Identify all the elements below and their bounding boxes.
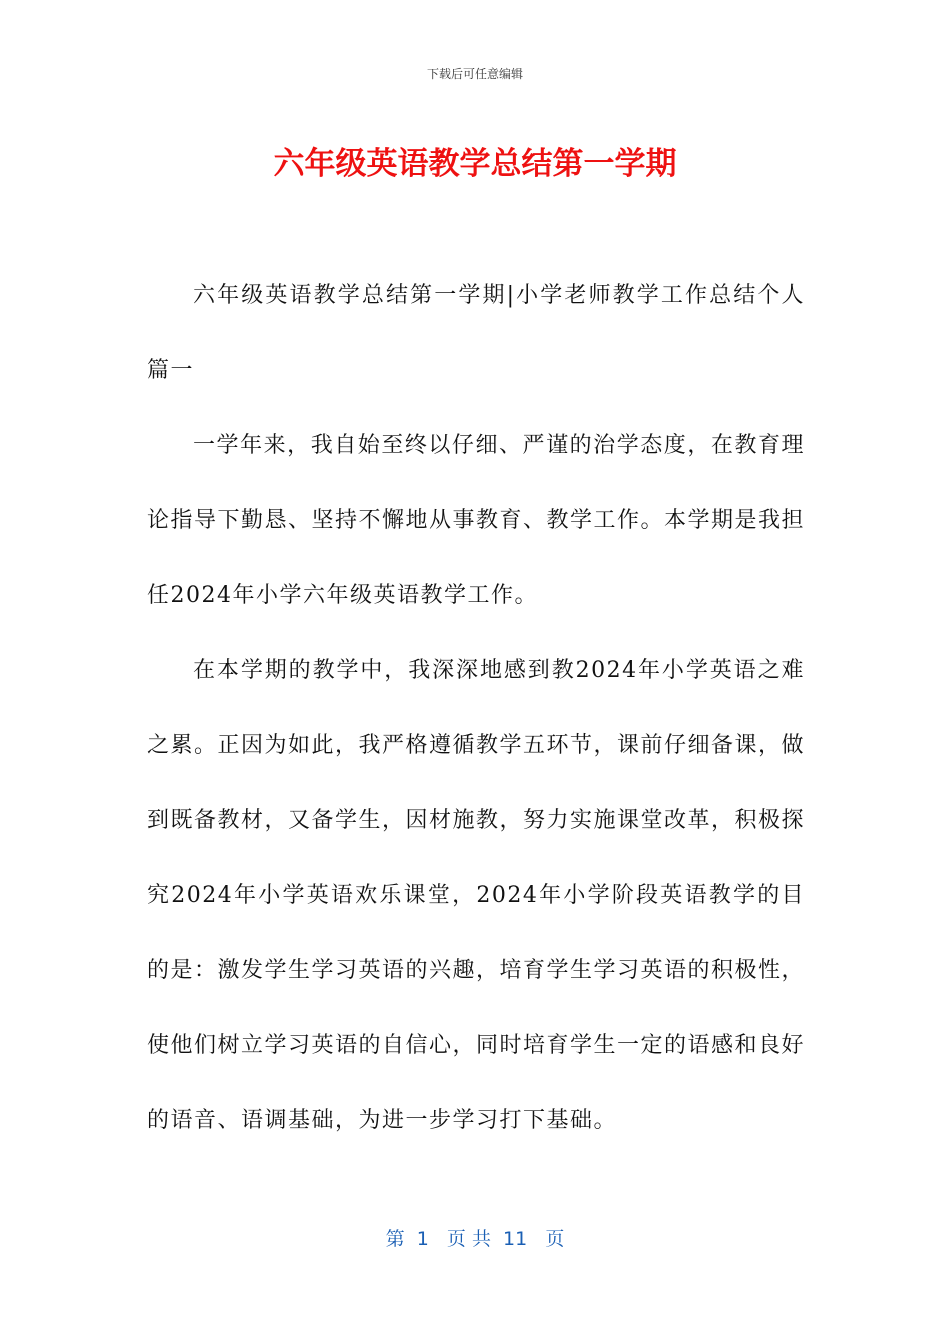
document-body	[147, 258, 805, 1158]
paragraph-2: 一学年来，我自始至终以仔细、严谨的治学态度，在教育理论指导下勤恳、坚持不懈地从事教育、教学工作。本学期是我担任2024年小学六年级英语教学工作。	[147, 433, 806, 608]
page-header-note: 下载后可任意编辑	[426, 67, 523, 81]
paragraph-1: 六年级英语教学总结第一学期|小学老师教学工作总结个人篇一	[147, 283, 805, 383]
paragraph-3: 在本学期的教学中，我深深地感到教2024年小学英语之难之累。正因为如此，我严格遵循教学五环节，课前仔细备课，做到既备教材，又备学生，因材施教，努力实施课堂改革，积极探究2024年小学英语欢乐课堂，2024年小学阶段英语教学的目的是：激发学生学习英语的兴趣，培育学生学习英语的积极性，使他们树立学习英语的自信心，同时培育学生一定的语感和良好的语音、语调基础，为进一步学习打下基础。	[147, 658, 806, 1133]
page-number-footer: 第 1 页 共 11 页	[385, 1228, 565, 1250]
document-title: 六年级英语教学总结第一学期	[273, 146, 677, 182]
